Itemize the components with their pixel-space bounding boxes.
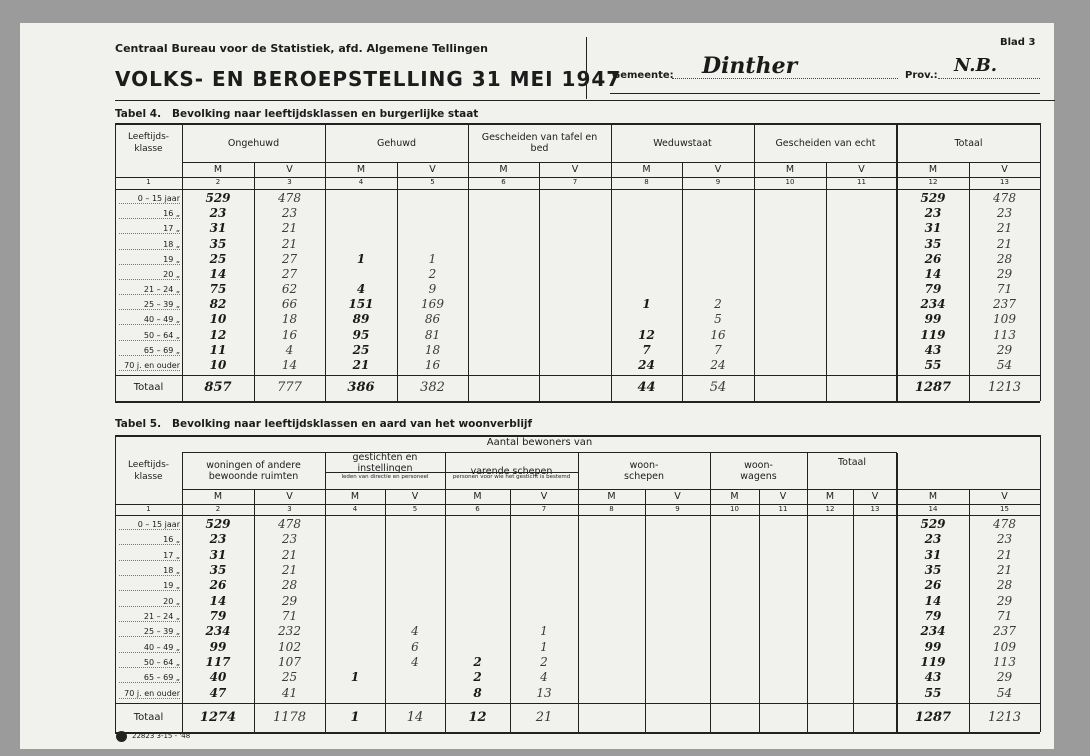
table5-value-cell: 4 (540, 670, 548, 685)
table5-group-header: woon- schepen (624, 460, 664, 482)
table4-col-number: 6 (501, 178, 506, 186)
table4-value-cell: 18 (424, 342, 441, 357)
table4-total-label: Totaal (133, 382, 164, 393)
table5-col-number: 10 (730, 505, 739, 513)
table5-value-cell: 23 (209, 532, 227, 547)
table4-value-cell: 10 (209, 312, 227, 327)
table5-title: Tabel 5. Bevolking naar leeftijdsklassen en aard van het woonverblijf (115, 418, 533, 430)
table4-total-value: 1287 (914, 380, 952, 395)
table5-mv-label: V (871, 491, 879, 502)
table5-col-number: 9 (675, 505, 680, 513)
table5-col-number: 12 (825, 505, 835, 513)
prov-line (938, 78, 1040, 79)
table5-value-cell: 40 (209, 670, 227, 685)
table5-col-number: 3 (287, 505, 292, 513)
table5-group-header: woon- wagens (740, 460, 777, 482)
table5-value-cell: 25 (281, 670, 298, 685)
table4-value-cell: 10 (209, 357, 227, 372)
table4-value-cell: 4 (285, 342, 294, 357)
table5-age-label: 25 – 39 „ (119, 627, 180, 637)
table4-age-label: 25 – 39 „ (119, 300, 180, 310)
table5-col-line (853, 489, 854, 732)
table4-value-cell: 2 (428, 266, 437, 281)
table5-mv-line (182, 489, 1040, 490)
table5-col-number: 13 (870, 505, 880, 513)
table4-value-cell: 23 (996, 206, 1013, 221)
table5-value-cell: 21 (996, 563, 1013, 577)
table5-value-cell: 35 (924, 563, 942, 577)
table5-value-cell: 35 (209, 563, 227, 577)
table5-total-value: 1213 (987, 709, 1022, 725)
table4-mv-label: V (286, 164, 293, 175)
table4-value-cell: 16 (281, 327, 298, 342)
table4-value-cell: 21 (996, 221, 1013, 236)
table5-age-label: 65 – 69 „ (119, 673, 180, 683)
header-rule-right (610, 93, 1040, 94)
prov-value[interactable]: N.B. (954, 55, 998, 76)
table4-mv-label: M (785, 164, 795, 175)
header-rule (115, 100, 1055, 101)
table4-value-cell: 43 (924, 342, 942, 357)
table5-value-cell: 99 (209, 639, 227, 654)
table4-mv-label: M (499, 164, 508, 175)
table5-value-cell: 54 (996, 685, 1013, 700)
table5-value-cell: 55 (924, 685, 942, 700)
table5-total-value: 1274 (199, 709, 237, 725)
table4-value-cell: 24 (638, 357, 655, 372)
table5-col-number: 15 (1000, 505, 1009, 513)
table4-col-line (1040, 124, 1041, 401)
table4-total-value: 382 (420, 380, 445, 395)
table4-value-cell: 35 (924, 236, 942, 251)
table4-value-cell: 31 (924, 221, 942, 236)
table4-mv-label: M (642, 164, 651, 175)
table4-value-cell: 478 (278, 191, 301, 205)
table5-total-value: 1178 (272, 709, 307, 725)
table4-value-cell: 237 (993, 297, 1016, 312)
table4-col-number: 1 (146, 178, 151, 186)
table4-value-cell: 234 (920, 297, 946, 312)
table5-value-cell: 234 (920, 624, 946, 639)
table4-col-line (826, 162, 827, 401)
table5-col-number: 14 (928, 505, 938, 513)
table4-col-number: 9 (715, 178, 721, 186)
table4-value-cell: 14 (281, 357, 298, 372)
table4-value-cell: 4 (356, 282, 366, 296)
table4-age-label: 50 – 64 „ (119, 331, 180, 341)
table5-col-number: 1 (146, 505, 151, 513)
table4-col-number: 11 (857, 178, 866, 186)
table5-value-cell: 478 (993, 517, 1016, 531)
table4-group-header: Gescheiden van echt (775, 137, 876, 149)
table5-col-number: 11 (778, 505, 788, 513)
table5-value-cell: 102 (278, 639, 301, 654)
table5-value-cell: 21 (996, 547, 1013, 562)
table5-value-cell: 14 (209, 593, 227, 608)
table4-value-cell: 26 (924, 251, 942, 266)
table4-value-cell: 27 (281, 251, 298, 266)
table5-value-cell: 232 (278, 624, 301, 639)
table5-value-cell: 79 (209, 609, 227, 623)
table4-col-number: 13 (1000, 178, 1009, 186)
table4-age-label: 40 – 49 „ (119, 315, 180, 325)
table4-col-number: 5 (430, 178, 435, 186)
table4-value-cell: 24 (710, 357, 726, 372)
table5-value-cell: 4 (411, 655, 419, 669)
table5-value-cell: 99 (924, 639, 942, 654)
table5-value-cell: 237 (993, 624, 1016, 639)
table4-col-number: 8 (644, 178, 649, 186)
table4-value-cell: 478 (993, 191, 1016, 205)
table5-value-cell: 117 (205, 655, 231, 669)
table4-value-cell: 54 (996, 357, 1013, 372)
table5-super-header: Aantal bewoners van (486, 437, 593, 448)
table5-age-label: 70 j. en ouder (119, 689, 180, 699)
table4-value-cell: 71 (996, 282, 1013, 296)
table4-age-label: 20 „ (119, 270, 180, 280)
table4-value-cell: 21 (281, 236, 298, 251)
table4-value-cell: 169 (421, 297, 444, 312)
table4-value-cell: 21 (996, 236, 1013, 251)
table4-value-cell: 1 (428, 251, 437, 266)
table4-value-cell: 29 (996, 342, 1013, 357)
table4-value-cell: 23 (281, 206, 298, 221)
table5-mv-label: M (607, 491, 616, 502)
table5-value-cell: 529 (205, 517, 231, 531)
table4-value-cell: 79 (924, 282, 942, 296)
table4-age-label: 18 „ (119, 240, 180, 250)
table5-mv-label: M (928, 491, 938, 502)
table4-value-cell: 18 (281, 312, 298, 327)
table4-total-value: 386 (347, 380, 375, 395)
prov-label: Prov.: (905, 70, 938, 81)
table5-value-cell: 71 (996, 609, 1013, 623)
table5-value-cell: 107 (278, 655, 301, 669)
table4-total-value: 777 (277, 380, 302, 395)
table4-mv-label: V (429, 164, 436, 175)
table4-value-cell: 11 (209, 342, 227, 357)
header-divider (586, 37, 587, 99)
table4-col-number: 12 (928, 178, 938, 186)
table5-col-number: 5 (412, 505, 418, 513)
table4-col-number: 7 (572, 178, 578, 186)
table4-age-label: 70 j. en ouder (119, 361, 180, 371)
table5-value-cell: 29 (996, 593, 1013, 608)
table5-value-cell: 6 (411, 639, 419, 654)
table5-value-cell: 29 (281, 593, 298, 608)
table4-group-header: Ongehuwd (227, 137, 280, 149)
table4-value-cell: 81 (424, 327, 441, 342)
table4-bottom-border (115, 401, 1040, 403)
table4-age-label: 16 „ (119, 209, 180, 219)
table5-mv-label: V (674, 491, 681, 502)
table5-mv-label: V (540, 491, 548, 502)
table5-mv-label: M (825, 491, 835, 502)
table5-age-label: 16 „ (119, 535, 180, 545)
table5-col-number: 4 (352, 505, 358, 513)
table4-value-cell: 1 (356, 251, 366, 266)
table4-value-cell: 29 (996, 266, 1013, 281)
table5-value-cell: 41 (281, 685, 298, 700)
table5-total-value: 1287 (914, 709, 952, 725)
table4-value-cell: 529 (205, 191, 231, 205)
table5-total-value: 1 (350, 709, 360, 725)
table4-value-cell: 89 (352, 312, 370, 327)
table5-value-cell: 109 (993, 639, 1016, 654)
gemeente-label: Gemeente: (612, 70, 674, 81)
table5-value-cell: 529 (920, 517, 946, 531)
table5-age-label: 0 – 15 jaar (119, 520, 180, 530)
table4-total-value: 54 (709, 380, 727, 395)
table4-value-cell: 2 (714, 297, 722, 312)
table5-mv-label: V (779, 491, 787, 502)
table5-subgroup-line (325, 472, 578, 473)
table4-age-header: Leeftijds- klasse (127, 132, 170, 154)
table5-total-value: 12 (468, 709, 487, 725)
table5-total-value: 14 (406, 709, 424, 725)
table5-age-label: 50 – 64 „ (119, 658, 180, 668)
table5-value-cell: 13 (536, 685, 552, 700)
table4-value-cell: 31 (209, 221, 227, 236)
form-code: 22823 3-15 - '48 (132, 732, 191, 740)
table4-value-cell: 25 (209, 251, 227, 266)
table4-value-cell: 28 (996, 251, 1013, 266)
table5-mv-label: V (286, 491, 293, 502)
table5-value-cell: 31 (924, 547, 942, 562)
table5-col-number: 8 (609, 505, 614, 513)
table5-col-number: 2 (215, 505, 221, 513)
table5-value-cell: 23 (924, 532, 942, 547)
table5-value-cell: 47 (209, 685, 227, 700)
table4-mv-label: M (928, 164, 938, 175)
table4-value-cell: 529 (920, 191, 946, 205)
table5-col-line (645, 489, 646, 732)
table4-value-cell: 21 (281, 221, 298, 236)
table4-group-header: Weduwstaat (653, 137, 712, 149)
table4-value-cell: 62 (281, 282, 298, 296)
table4-group-header: Gehuwd (376, 137, 417, 149)
census-form-sheet (20, 23, 1054, 749)
table4-value-cell: 27 (281, 266, 298, 281)
table5-value-cell: 43 (924, 670, 942, 685)
table4-age-label: 21 – 24 „ (119, 285, 180, 295)
table5-subgroup-header: leden van directie en personeel (341, 474, 429, 480)
blad-number: Blad 3 (1000, 37, 1036, 48)
table5-value-cell: 28 (281, 578, 298, 593)
table4-mv-label: V (1001, 164, 1008, 175)
table4-mv-label: V (714, 164, 722, 175)
table4-mv-label: V (858, 164, 865, 175)
table4-age-label: 17 „ (119, 224, 180, 234)
table5-value-cell: 2 (473, 655, 482, 669)
table5-bottom-border (115, 732, 1040, 734)
table4-left-border (115, 123, 116, 401)
table4-total-value: 1213 (987, 380, 1022, 395)
table5-total-value: 21 (535, 709, 553, 725)
table5-value-cell: 119 (920, 655, 946, 669)
table5-value-cell: 21 (281, 563, 298, 577)
table5-age-label: 20 „ (119, 597, 180, 607)
table5-value-cell: 1 (350, 670, 360, 685)
table5-value-cell: 478 (278, 517, 301, 531)
table4-col-number: 10 (785, 178, 795, 186)
table5-age-header: Leeftijds- klasse (127, 460, 170, 482)
table5-col-number: 7 (541, 505, 547, 513)
table4-value-cell: 7 (642, 342, 651, 357)
gemeente-line (672, 78, 898, 79)
table5-col-number: 6 (475, 505, 480, 513)
table5-value-cell: 71 (281, 609, 298, 623)
table5-value-cell: 29 (996, 670, 1013, 685)
table5-value-cell: 23 (281, 532, 298, 547)
table4-value-cell: 1 (642, 297, 651, 312)
table5-value-cell: 8 (473, 685, 482, 700)
table4-age-label: 19 „ (119, 255, 180, 265)
table4-col-number: 4 (358, 178, 364, 186)
table5-super-line (182, 452, 897, 453)
table4-value-cell: 86 (424, 312, 441, 327)
gemeente-value[interactable]: Dinther (702, 53, 798, 79)
table4-value-cell: 9 (428, 282, 437, 296)
table4-value-cell: 82 (209, 297, 227, 312)
table5-col-line (1040, 453, 1041, 732)
table4-value-cell: 7 (714, 342, 722, 357)
table5-mv-label: M (350, 491, 360, 502)
table4-value-cell: 55 (924, 357, 942, 372)
table4-value-cell: 23 (209, 206, 227, 221)
table5-value-cell: 2 (540, 655, 548, 669)
table5-col-line (759, 489, 760, 732)
table4-mv-label: V (571, 164, 579, 175)
table5-value-cell: 26 (924, 578, 942, 593)
table4-value-cell: 14 (209, 266, 227, 281)
table5-value-cell: 1 (540, 639, 548, 654)
table4-value-cell: 95 (352, 327, 370, 342)
table4-value-cell: 119 (920, 327, 946, 342)
table4-value-cell: 5 (714, 312, 722, 327)
table5-value-cell: 28 (996, 578, 1013, 593)
table4-value-cell: 113 (993, 327, 1016, 342)
table4-total-value: 857 (204, 380, 232, 395)
table5-group-header: gestichten en instellingen (352, 451, 418, 474)
table4-value-cell: 25 (352, 342, 370, 357)
table4-col-number: 3 (287, 178, 292, 186)
table5-value-cell: 113 (993, 655, 1016, 669)
table4-title: Tabel 4. Bevolking naar leeftijdsklassen en burgerlijke staat (115, 108, 479, 120)
table4-value-cell: 151 (348, 297, 374, 312)
table4-value-cell: 99 (924, 312, 942, 327)
table4-value-cell: 23 (924, 206, 942, 221)
table5-mv-label: V (1001, 491, 1008, 502)
table5-col-line (385, 489, 386, 732)
table5-group-header: Totaal (837, 456, 866, 468)
table5-value-cell: 14 (924, 593, 942, 608)
bureau-name: Centraal Bureau voor de Statistiek, afd. Algemene Tellingen (115, 42, 488, 55)
table4-value-cell: 35 (209, 236, 227, 251)
table4-value-cell: 16 (710, 327, 726, 342)
table5-value-cell: 1 (540, 624, 548, 639)
table5-value-cell: 234 (205, 624, 231, 639)
table5-value-cell: 2 (473, 670, 482, 685)
table4-group-header: Gescheiden van tafel en bed (481, 132, 598, 154)
table5-value-cell: 79 (924, 609, 942, 623)
table4-value-cell: 75 (209, 282, 227, 296)
table5-subgroup-header: personen voor wie het gesticht is bestemd (452, 474, 571, 480)
table4-value-cell: 14 (924, 266, 942, 281)
table5-mv-label: M (730, 491, 739, 502)
table5-age-label: 18 „ (119, 566, 180, 576)
table5-mv-label: V (411, 491, 419, 502)
table5-value-cell: 4 (411, 624, 419, 639)
table5-age-label: 17 „ (119, 551, 180, 561)
form-title: VOLKS- EN BEROEPSTELLING 31 MEI 1947 (115, 67, 622, 91)
table4-value-cell: 66 (281, 297, 298, 312)
table4-total-value: 44 (637, 380, 656, 395)
table5-total-label: Totaal (133, 711, 164, 723)
table4-col-number: 2 (215, 178, 221, 186)
table4-age-label: 0 – 15 jaar (119, 194, 180, 204)
table5-age-label: 40 – 49 „ (119, 643, 180, 653)
table5-group-header: woningen of andere bewoonde ruimten (206, 460, 301, 482)
table4-col-line (539, 162, 540, 401)
table4-value-cell: 12 (638, 327, 655, 342)
table4-age-label: 65 – 69 „ (119, 346, 180, 356)
table5-age-label: 19 „ (119, 581, 180, 591)
table5-value-cell: 21 (281, 547, 298, 562)
table4-value-cell: 12 (209, 327, 227, 342)
table5-age-label: 21 – 24 „ (119, 612, 180, 622)
table5-value-cell: 23 (996, 532, 1013, 547)
table5-group-header: varende schepen (470, 465, 553, 477)
table4-mv-label: M (213, 164, 223, 175)
table4-mv-label: M (356, 164, 366, 175)
table5-mv-label: M (213, 491, 223, 502)
table5-mv-label: M (473, 491, 482, 502)
table4-value-cell: 16 (424, 357, 441, 372)
table4-value-cell: 21 (352, 357, 370, 372)
table4-value-cell: 109 (993, 312, 1016, 327)
table5-value-cell: 31 (209, 547, 227, 562)
table4-group-header: Totaal (954, 137, 983, 149)
table5-value-cell: 26 (209, 578, 227, 593)
